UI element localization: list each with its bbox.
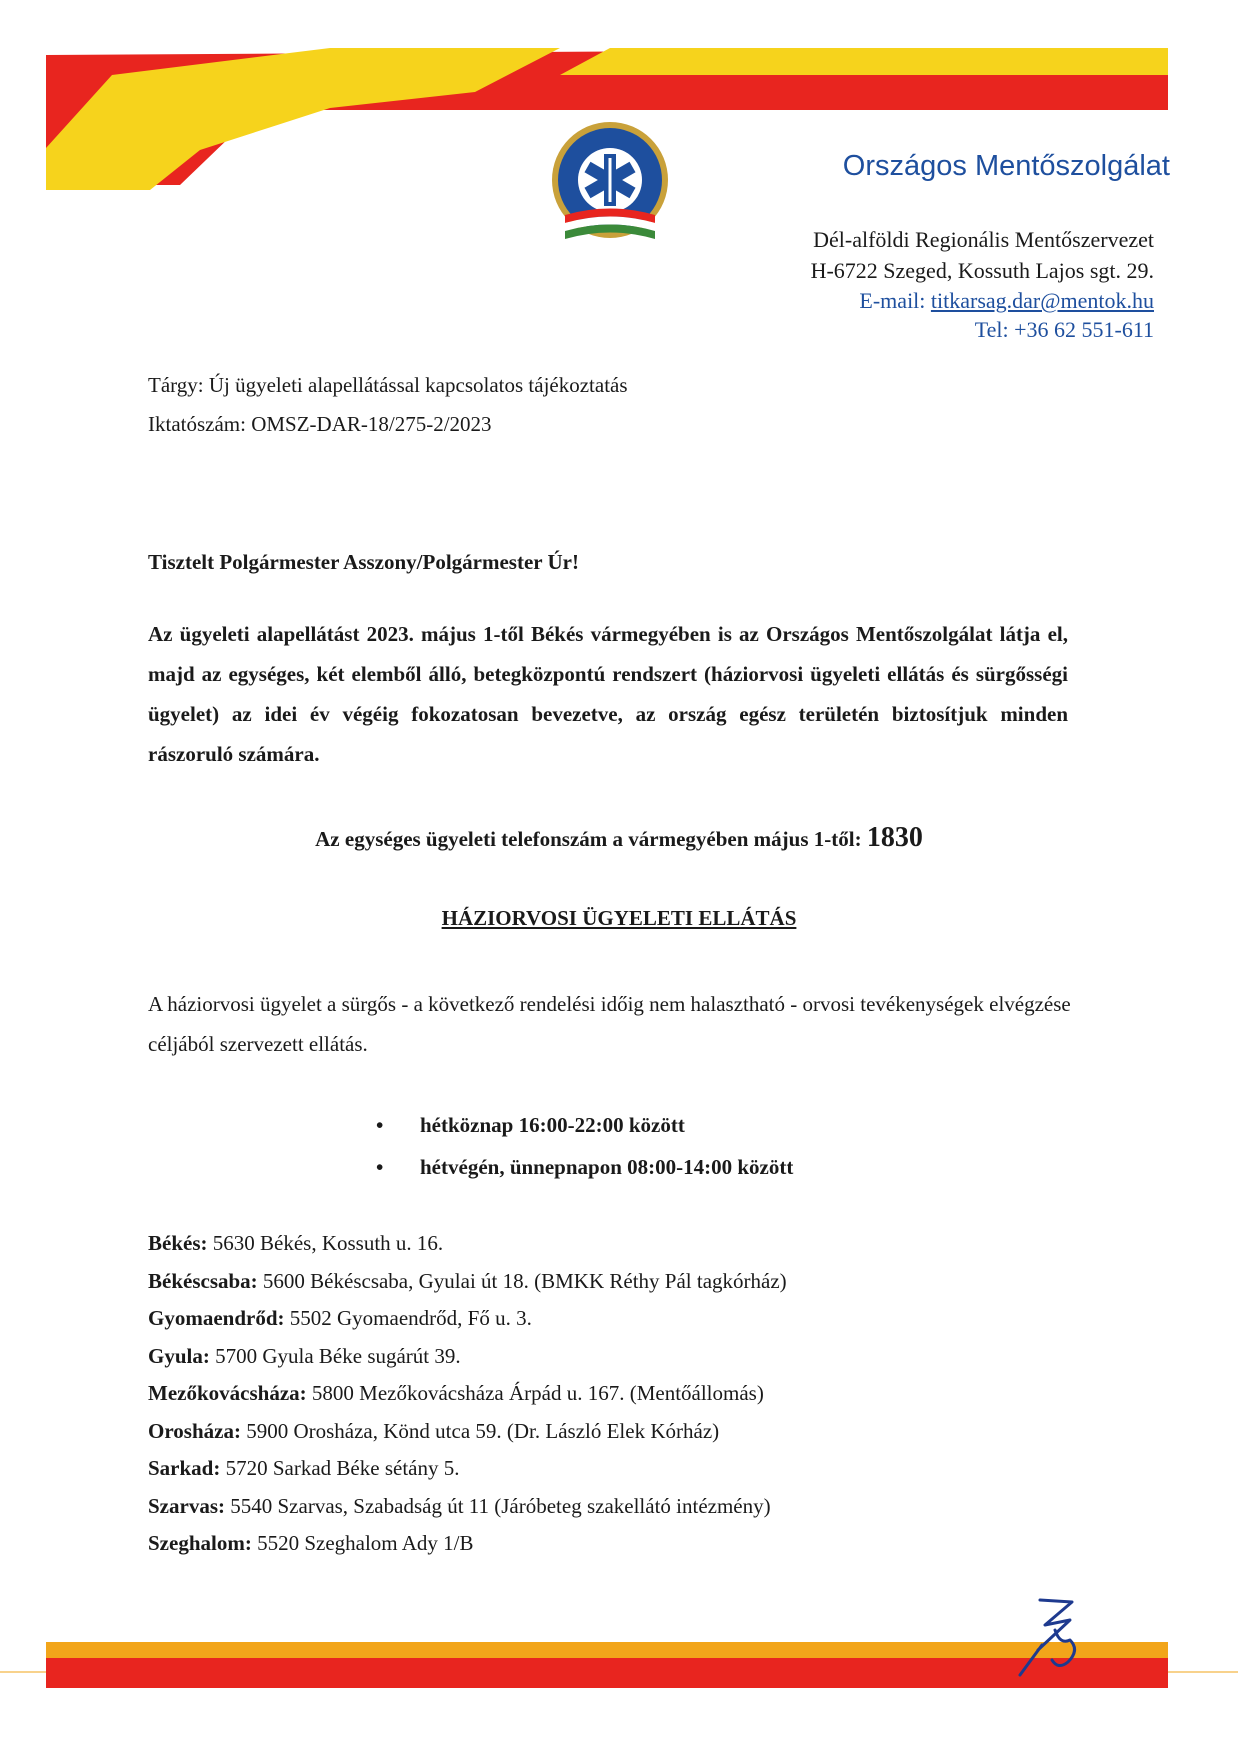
organization-name: Országos Mentőszolgálat (842, 150, 1170, 182)
locations-list (148, 1225, 787, 1563)
town-address: 5600 Békéscsaba, Gyulai út 18. (BMKK Réthy Pál tagkórház) (257, 1268, 787, 1293)
phone-number: 1830 (866, 822, 923, 853)
list-item (148, 1338, 787, 1376)
town-name: Orosháza: (148, 1418, 241, 1443)
address-line-1: Dél-alföldi Regionális Mentőszervezet (813, 227, 1154, 252)
town-address: 5720 Sarkad Béke sétány 5. (220, 1456, 460, 1480)
town-name: Gyomaendrőd: (148, 1306, 285, 1330)
signature-scribble (1000, 1590, 1100, 1680)
phone-announcement-text: Az egységes ügyeleti telefonszám a vármegyében május 1-től: (315, 827, 867, 851)
ambulance-service-logo (550, 120, 670, 260)
list-item (148, 1300, 787, 1338)
town-name: Békés: (148, 1231, 208, 1255)
town-name: Szeghalom: (148, 1531, 252, 1555)
town-address: 5540 Szarvas, Szabadság út 11 (Járóbeteg szakellátó intézmény) (225, 1493, 771, 1518)
section-title: HÁZIORVOSI ÜGYELETI ELLÁTÁS (441, 906, 797, 930)
town-address: 5900 Orosháza, Könd utca 59. (Dr. László Elek Kórház) (240, 1418, 720, 1443)
town-name: Békéscsaba: (148, 1268, 258, 1293)
town-address: 5800 Mezőkovácsháza Árpád u. 167. (Mentőállomás) (306, 1381, 764, 1405)
address-line-2: H-6722 Szeged, Kossuth Lajos sgt. 29. (810, 258, 1154, 283)
intro-paragraph: Az ügyeleti alapellátást 2023. május 1-től Békés vármegyében is az Országos Mentőszolgálat látja el, majd az egységes, két elemből álló, betegközpontú rendszert (háziorvosi ügyeleti ellátás és sürgősségi ügyelet) az idei év végéig fokozatosan bevezetve, az ország egész területén biztosítjuk minden rászoruló számára. (148, 622, 1068, 766)
phone-announcement (0, 822, 1238, 854)
town-name: Mezőkovácsháza: (148, 1381, 307, 1405)
list-item: • hétköznap 16:00-22:00 között (376, 1104, 793, 1146)
town-name: Szarvas: (148, 1493, 225, 1518)
list-item (148, 1450, 787, 1488)
town-name: Sarkad: (148, 1456, 221, 1480)
town-address: 5700 Gyula Béke sugárút 39. (209, 1343, 461, 1368)
section-paragraph: A háziorvosi ügyelet a sürgős - a következő rendelési időig nem halasztható - orvosi tevékenységek elvégzése céljából szervezett ellátás. (148, 992, 1071, 1056)
salutation: Tisztelt Polgármester Asszony/Polgármester Úr! (148, 550, 579, 574)
list-item (148, 1525, 787, 1563)
list-item (148, 1225, 787, 1263)
list-item (148, 1488, 787, 1526)
list-item (148, 1413, 787, 1451)
list-item (148, 1375, 787, 1413)
subject-line: Tárgy: Új ügyeleti alapellátással kapcsolatos tájékoztatás (148, 373, 628, 397)
town-address: 5630 Békés, Kossuth u. 16. (207, 1231, 444, 1255)
town-name: Gyula: (148, 1343, 210, 1368)
email-label: E-mail: (859, 288, 931, 313)
reference-number: Iktatószám: OMSZ-DAR-18/275-2/2023 (148, 412, 492, 436)
email-line (859, 286, 1154, 316)
list-item: • hétvégén, ünnepnapon 08:00-14:00 között (376, 1146, 793, 1188)
town-address: 5520 Szeghalom Ady 1/B (251, 1531, 474, 1555)
town-address: 5502 Gyomaendrőd, Fő u. 3. (284, 1306, 532, 1330)
list-item (148, 1263, 787, 1301)
phone-contact: Tel: +36 62 551-611 (974, 317, 1154, 342)
email-link[interactable]: titkarsag.dar@mentok.hu (930, 288, 1154, 313)
hours-list (376, 1104, 793, 1188)
